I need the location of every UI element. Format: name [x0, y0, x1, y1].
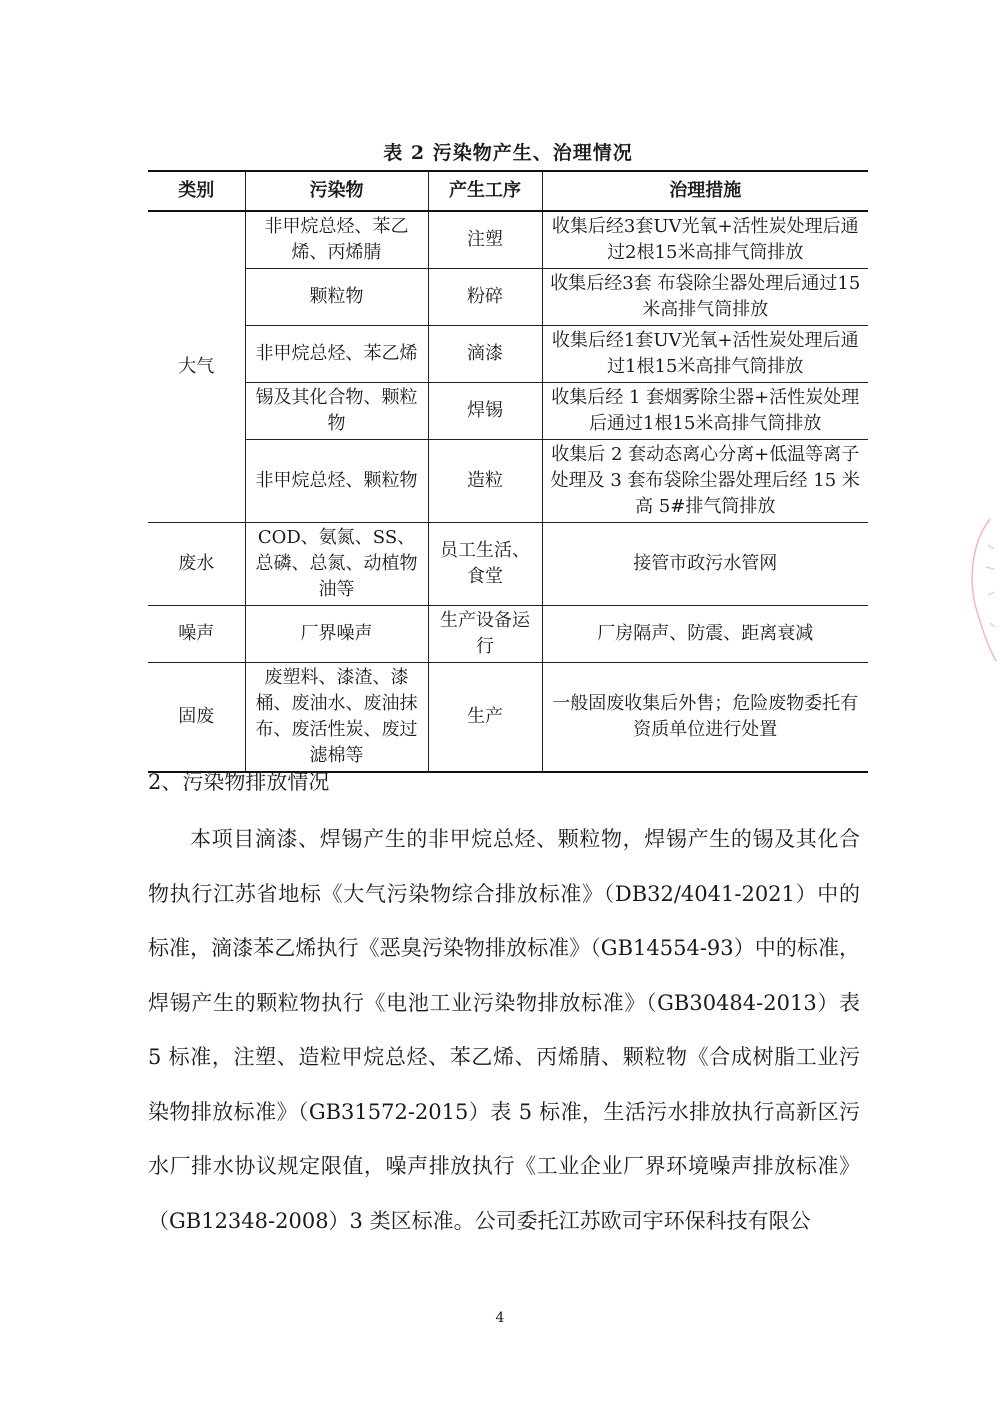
section-heading: 2、污染物排放情况: [148, 770, 330, 794]
pollutant-cell: 锡及其化合物、颗粒物: [245, 383, 428, 440]
table-header-row: [148, 171, 868, 211]
measure-cell: 收集后经3套 布袋除尘器处理后通过15米高排气筒排放: [542, 269, 868, 326]
header-pollutant: 污染物: [245, 171, 428, 211]
table-row: [148, 326, 868, 383]
table-row: [148, 606, 868, 663]
measure-cell: 一般固废收集后外售；危险废物委托有资质单位进行处置: [542, 663, 868, 773]
process-cell: 粉碎: [428, 269, 542, 326]
measure-cell: 收集后经 1 套烟雾除尘器+活性炭处理后通过1根15米高排气筒排放: [542, 383, 868, 440]
table-row: [148, 211, 868, 269]
category-cell: 噪声: [148, 606, 245, 663]
category-cell: 固废: [148, 663, 245, 773]
process-cell: 滴漆: [428, 326, 542, 383]
body-paragraph: 本项目滴漆、焊锡产生的非甲烷总烃、颗粒物，焊锡产生的锡及其化合物执行江苏省地标《大气污染物综合排放标准》（DB32/4041-2021）中的标准，滴漆苯乙烯执行《恶臭污染物排放标准》（GB14554-93）中的标准，焊锡产生的颗粒物执行《电池工业污染物排放标准》（GB30484-2013）表 5 标准，注塑、造粒甲烷总烃、苯乙烯、丙烯腈、颗粒物《合成树脂工业污染物排放标准》（GB31572-2015）表 5 标准，生活污水排放执行高新区污水厂排水协议规定限值，噪声排放执行《工业企业厂界环境噪声排放标准》（GB12348-2008）3 类区标准。公司委托江苏欧司宇环保科技有限公: [148, 827, 860, 1233]
pollutant-cell: COD、氨氮、SS、总磷、总氮、动植物油等: [245, 523, 428, 606]
pollutant-treatment-table: [148, 170, 868, 773]
pollutant-cell: 颗粒物: [245, 269, 428, 326]
header-measure: 治理措施: [542, 171, 868, 211]
table-row: [148, 663, 868, 773]
measure-cell: 收集后 2 套动态离心分离+低温等离子处理及 3 套布袋除尘器处理后经 15 米高 5#排气筒排放: [542, 440, 868, 523]
page-number: 4: [495, 1310, 505, 1326]
table-row: [148, 440, 868, 523]
pollutant-cell: 非甲烷总烃、颗粒物: [245, 440, 428, 523]
table-row: [148, 383, 868, 440]
pollutant-cell: 非甲烷总烃、苯乙烯: [245, 326, 428, 383]
measure-cell: 收集后经3套UV光氧+活性炭处理后通过2根15米高排气筒排放: [542, 211, 868, 269]
process-cell: 焊锡: [428, 383, 542, 440]
pollutant-cell: 厂界噪声: [245, 606, 428, 663]
measure-cell: 厂房隔声、防震、距离衰减: [542, 606, 868, 663]
process-cell: 生产设备运行: [428, 606, 542, 663]
category-cell: 大气: [148, 211, 245, 523]
category-cell: 废水: [148, 523, 245, 606]
seal-stamp-fragment: [960, 515, 1000, 665]
pollutant-cell: 非甲烷总烃、苯乙烯、丙烯腈: [245, 211, 428, 269]
process-cell: 员工生活、食堂: [428, 523, 542, 606]
measure-cell: 接管市政污水管网: [542, 523, 868, 606]
table-caption: 表 2 污染物产生、治理情况: [383, 142, 633, 164]
table-row: [148, 269, 868, 326]
table-row: [148, 523, 868, 606]
process-cell: 生产: [428, 663, 542, 773]
process-cell: 造粒: [428, 440, 542, 523]
measure-cell: 收集后经1套UV光氧+活性炭处理后通过1根15米高排气筒排放: [542, 326, 868, 383]
header-category: 类别: [148, 171, 245, 211]
pollutant-cell: 废塑料、漆渣、漆桶、废油水、废油抹布、废活性炭、废过滤棉等: [245, 663, 428, 773]
process-cell: 注塑: [428, 211, 542, 269]
header-process: 产生工序: [428, 171, 542, 211]
